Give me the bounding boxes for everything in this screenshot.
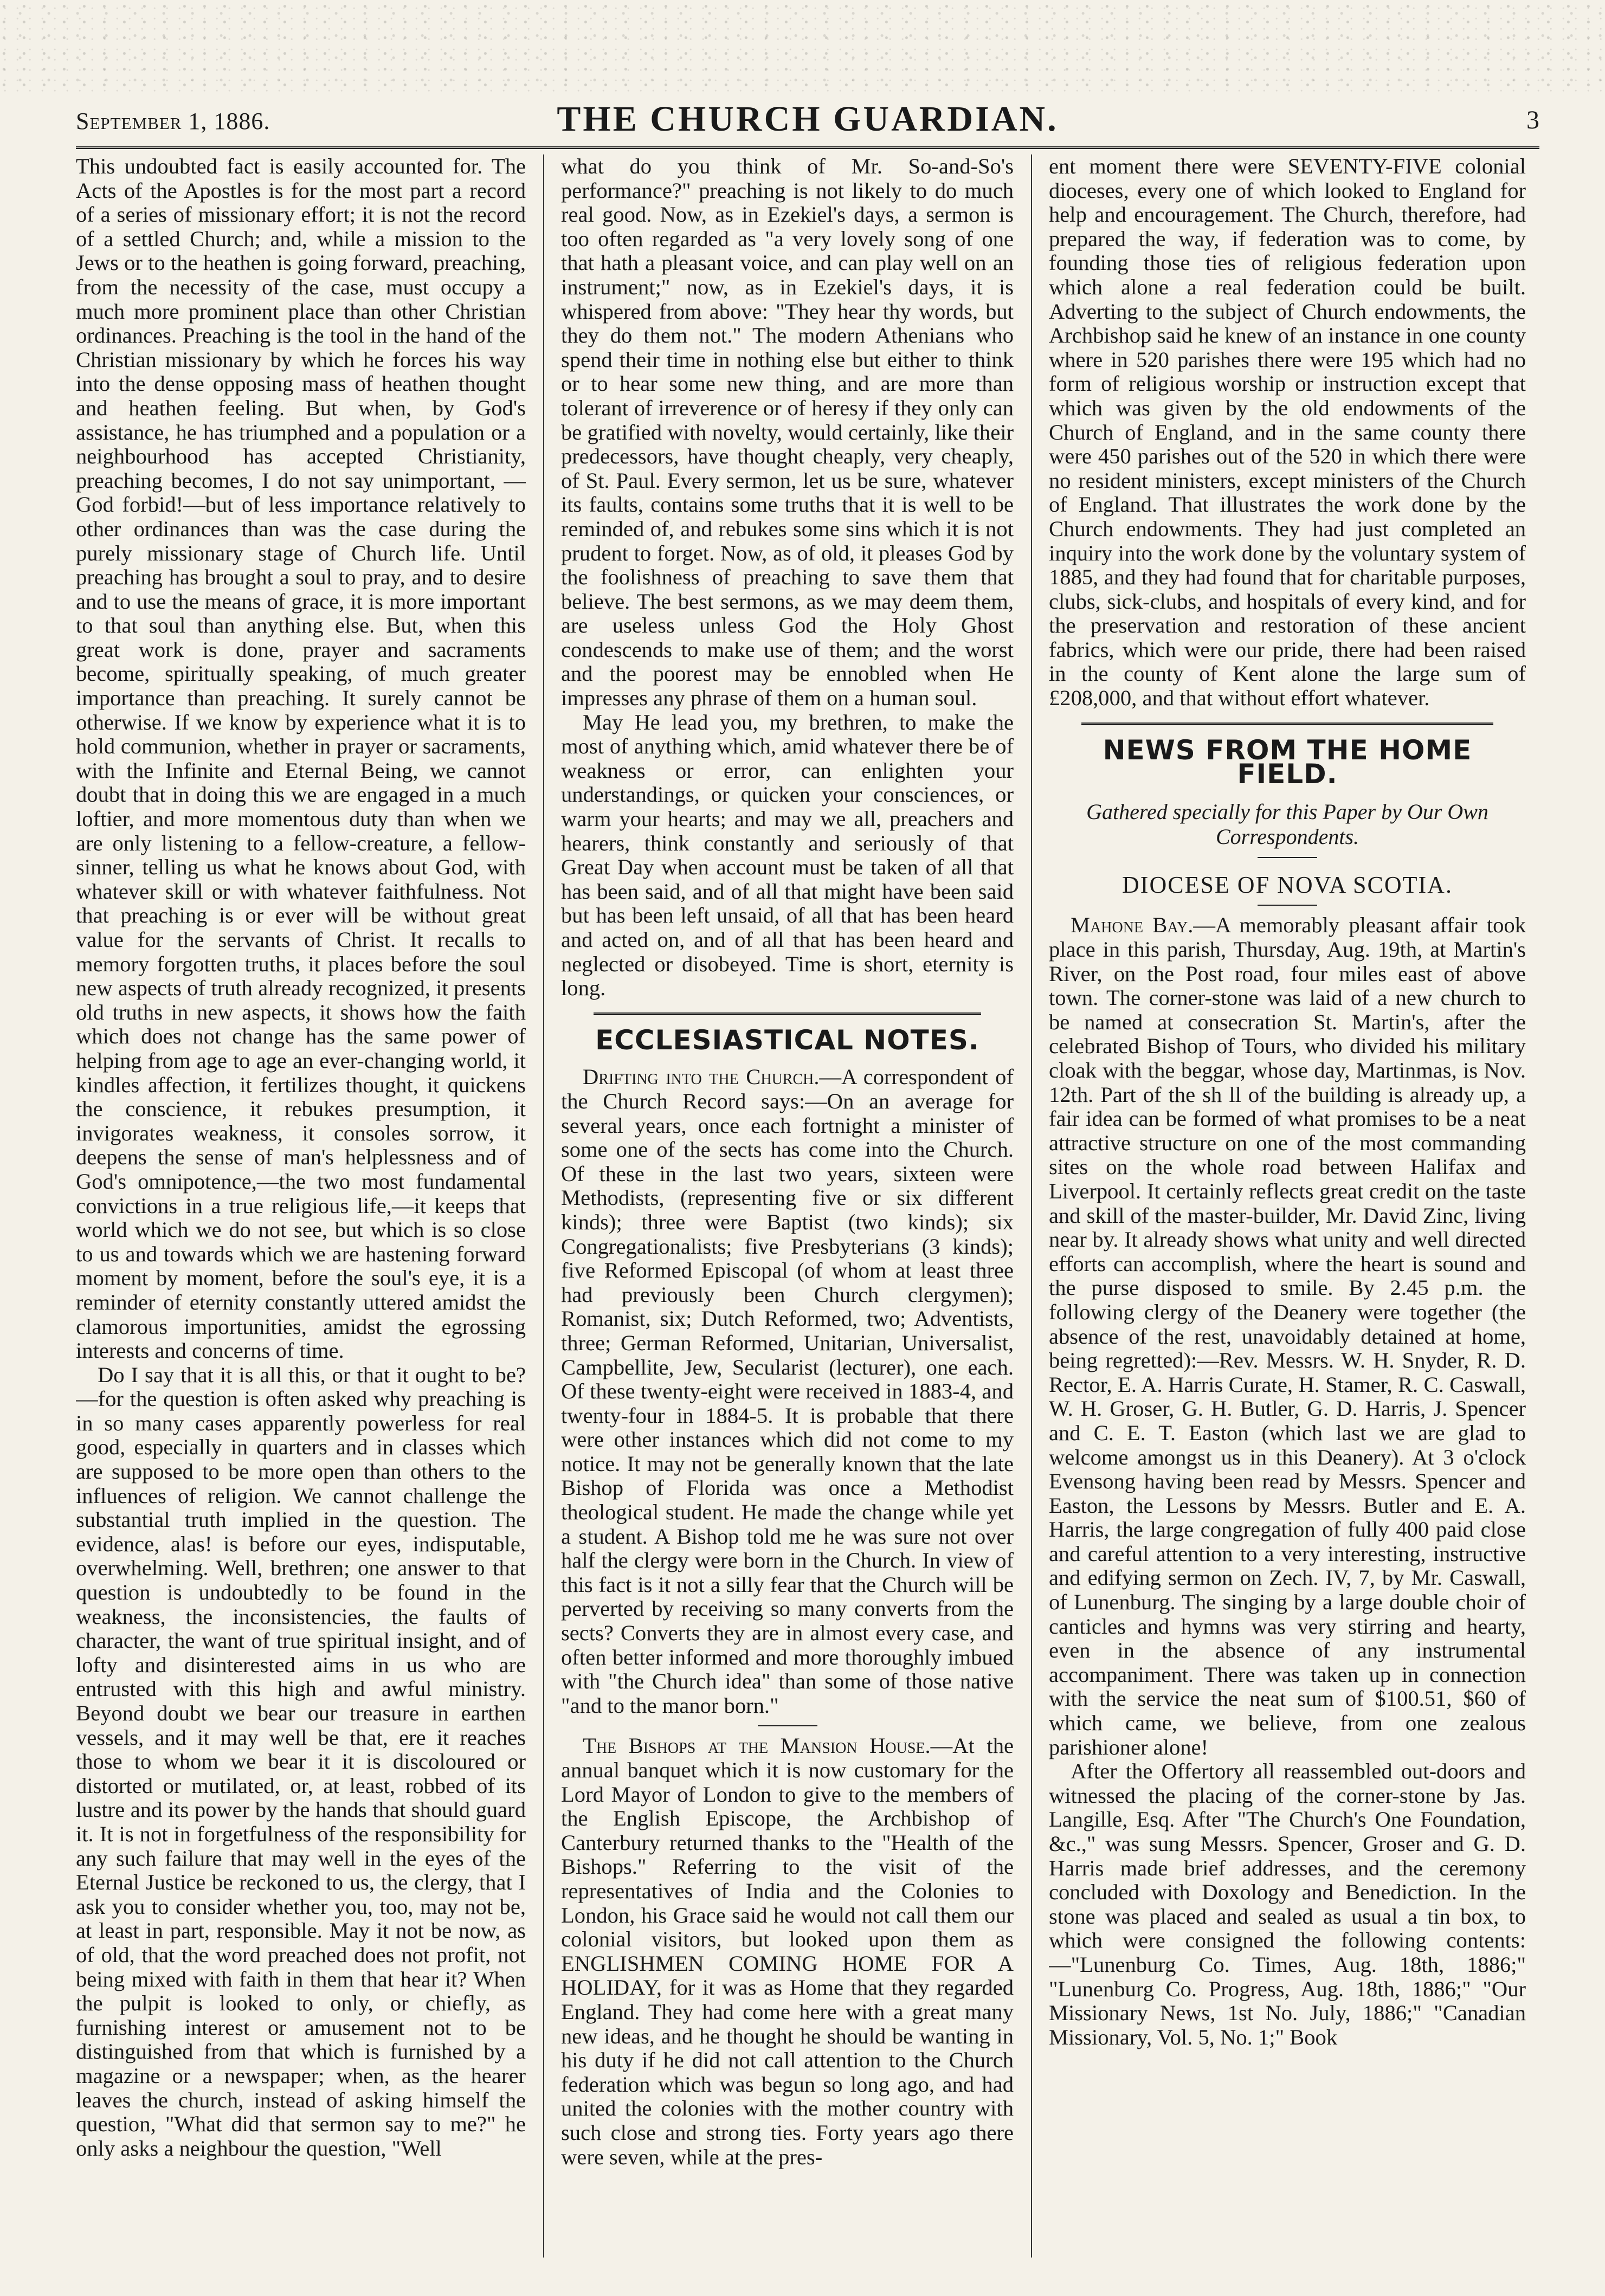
- paragraph-lead: Drifting into the Church.: [583, 1065, 820, 1089]
- section-subtitle: Gathered specially for this Paper by Our Own Correspondents.: [1086, 799, 1488, 849]
- divider: [1258, 857, 1317, 858]
- column-3: [1049, 154, 1526, 2258]
- column-rule: [543, 154, 544, 2258]
- divider: [758, 1725, 817, 1726]
- column-rule: [1031, 154, 1032, 2258]
- body-paragraph: This undoubted fact is easily accounted for. The Acts of the Apostles is for the most part a record of a series of missionary effort; it is not the record of a settled Church; and, while a mission to the Jews or to the heathen is going forward, preaching, from the necessity of the case, must occupy a much more prominent place than other Christian ordinances. Preaching is the tool in the hand of the Christian missionary by which he forces his way into the dense opposing mass of heathen thought and heathen feeling. But when, by God's assistance, he has triumphed and a population or a neighbourhood has accepted Christianity, preaching becomes, I do not say unimportant, —God forbid!—but of less importance relatively to other ordinances than was the case during the purely missionary stage of Church life. Until preaching has brought a soul to pray, and to desire and to use the means of grace, it is more important to that soul than anything else. But, when this great work is done, prayer and sacraments become, spiritually speaking, of much greater importance than preaching. It surely cannot be otherwise. If we know by experience what it is to hold communion, whether in prayer or sacraments, with the Infinite and Eternal Being, we cannot doubt that in doing this we are engaged in a much loftier, and more momentous duty than when we are only listening to a fellow-creature, a fellow-sinner, telling us what he knows about God, with whatever skill or with whatever faithfulness. Not that preaching is or ever will be without great value for the servants of Christ. It recalls to memory forgotten truths, it places before the soul new aspects of truth already recognized, it presents old truths in new aspects, it shows how the faith which does not change has the same power of helping from age to age an ever-changing world, it kindles affection, it fertilizes thought, it quickens the conscience, it rebukes presumption, it invigorates weakness, it consoles sorrow, it deepens the sense of man's helplessness and of God's omnipotence,—the two most fundamental convictions in a true religious life,—it keeps that world which we do not see, but which is so close to us and towards which we are hastening forward moment by moment, before the soul's eye, it is a reminder of eternity constantly uttered amidst the clamorous importunities, amidst the egrossing interests and concerns of time.: [76, 154, 526, 1363]
- section-divider: [1081, 723, 1493, 725]
- news-paragraph: After the Offertory all reassembled out-doors and witnessed the placing of the corner-stone by Jas. Langille, Esq. After "The Church's One Foundation, &c.," was sung Messrs. Spencer, Groser and G. D. Harris made brief addresses, and the ceremony concluded with Doxology and Benediction. In the stone was placed and sealed as usual a tin box, to which were consigned the following contents:—"Lunenburg Co. Times, Aug. 18th, 1886;" "Lunenburg Co. Progress, Aug. 18th, 1886;" "Our Missionary News, 1st No. July, 1886;" "Canadian Missionary, Vol. 5, No. 1;" Book: [1049, 1759, 1526, 2049]
- section-divider: [594, 1012, 981, 1015]
- paragraph-text: —A correspondent of the Church Record says:—On an average for several years, once each fortnight a minister of some one of the sects has come into the Church. Of these in the last two years, sixteen were Methodists, (representing five or six different kinds); three were Baptist (two kinds); six Congregationalists; five Presbyterians (3 kinds); five Reformed Episcopal (of whom at least three had previously been Church clergymen); Romanist, six; Dutch Reformed, two; Adventists, three; German Reformed, Unitarian, Universalist, Campbellite, Jew, Secularist (lecturer), one each. Of these twenty-eight were received in 1883-4, and twenty-four in 1884-5. It is probable that there were other instances which did not come to my notice. It may not be generally known that the late Bishop of Florida was once a Methodist theological student. He made the change while yet a student. A Bishop told me he was sure not over half the clergy were born in the Church. In view of this fact is it not a silly fear that the Church will be perverted by receiving so many converts from the sects? Converts they are in almost every case, and often better informed and more thoroughly imbued with "the Church idea" than some of those native "and to the manor born.": [561, 1065, 1014, 1718]
- body-paragraph: May He lead you, my brethren, to make the most of anything which, amid whatever there be of weakness or error, can enlighten your understandings, or quicken your consciences, or warm your hearts; and may we all, preachers and hearers, think constantly and seriously of that Great Day when account must be taken of all that has been said, and of all that might have been said but has been left unsaid, of all that has been heard and acted on, and of all that has been heard and neglected or disobeyed. Time is short, eternity is long.: [561, 710, 1014, 1001]
- news-paragraph: [1049, 913, 1526, 1759]
- section-heading: NEWS FROM THE HOME FIELD.: [1103, 734, 1472, 790]
- column-2: [561, 154, 1014, 2258]
- paragraph-text: —A memorably pleasant affair took place in this parish, Thursday, Aug. 19th, at Martin's River, on the Post road, four miles east of above town. The corner-stone was laid of a new church to be named at consecration St. Martin's, after the celebrated Bishop of Tours, who divided his military cloak with the beggar, whose day, Martinmas, is Nov. 12th. Part of the sh ll of the building is already up, a fair idea can be formed of what promises to be a neat attractive structure on one of the most commanding sites on the whole road between Halifax and Liverpool. It certainly reflects great credit on the taste and skill of the master-builder, Mr. David Zinc, living near by. It already shows what unity and well directed efforts can accomplish, where the heart is sound and the purse disposed to smile. By 2.45 p.m. the following clergy of the Deanery were together (the absence of the rest, unavoidably detained at home, being regretted):—Rev. Messrs. W. H. Snyder, R. D. Rector, E. A. Harris Curate, H. Stamer, R. C. Caswall, W. H. Groser, G. H. Butler, G. D. Harris, J. Spencer and C. E. T. Easton (which last we are glad to welcome amongst us in this Deanery). At 3 o'clock Evensong having been read by Messrs. Spencer and Easton, the Lessons by Messrs. Butler and E. A. Harris, the large congregation of fully 400 paid close and careful attention to a very interesting, instructive and edifying sermon on Zech. IV, 7, by Mr. Caswall, of Lunenburg. The singing by a large double choir of canticles and hymns was very stirring and hearty, even in the absence of any instrumental accompaniment. There was taken up in connection with the service the neat sum of $100.51, $60 of which came, we believe, from one zealous parishioner alone!: [1049, 913, 1526, 1759]
- paragraph-lead: The Bishops at the Mansion House.: [583, 1733, 931, 1758]
- divider: [1258, 905, 1317, 906]
- paragraph-text: —At the annual banquet which it is now customary for the Lord Mayor of London to give to the members of the English Episcope, the Archbishop of Canterbury returned thanks to the "Health of the Bishops." Referring to the visit of the representatives of India and the Colonies to London, his Grace said he would not call them our colonial visitors, but looked upon them as ENGLISHMEN COMING HOME FOR A HOLIDAY, for it was as Home that they regarded England. They had come here with a great many new ideas, and he thought he should be wanting in his duty if he did not call attention to the Church federation which was begun so long ago, and had united the colonies with the mother country with such close and strong ties. Forty years ago there were seven, while at the pres-: [561, 1733, 1014, 2169]
- column-1: [76, 154, 526, 2258]
- paper-title: THE CHURCH GUARDIAN.: [557, 99, 1059, 139]
- page-number: 3: [1526, 106, 1539, 134]
- news-paragraph: [561, 1065, 1014, 1718]
- paragraph-lead: Mahone Bay.: [1071, 913, 1194, 938]
- news-paragraph: [561, 1734, 1014, 2169]
- body-paragraph: Do I say that it is all this, or that it ought to be?—for the question is often asked why preaching is in so many cases apparently powerless for real good, especially in quarters and in classes which are supposed to be more open than others to the influences of religion. We cannot challenge the substantial truth implied in the question. The evidence, alas! is before our eyes, indisputable, overwhelming. Well, brethren; one answer to that question is undoubtedly to be found in the weakness, the inconsistencies, the faults of character, the want of true spiritual insight, and of lofty and disinterested aims in us who are entrusted with this high and awful ministry. Beyond doubt we bear our treasure in earthen vessels, and it may well be that, ere it reaches those to whom we bear it it is discoloured or distorted or mutilated, or, at least, robbed of its lustre and its power by the hands that should guard it. It is not in forgetfulness of the responsibility for any such failure that may well in the eyes of the Eternal Justice be reckoned to us, the clergy, that I ask you to consider whether you, too, may not be, at least in part, responsible. May it not be now, as of old, that the word preached does not profit, not being mixed with faith in them that hear it? When the pulpit is looked to only, or chiefly, as furnishing interest or amusement not to be distinguished from that which is furnished by a magazine or a newspaper; when, as the hearer leaves the church, instead of asking himself the question, "What did that sermon say to me?" he only asks a neighbour the question, "Well: [76, 1362, 526, 2160]
- issue-date: September 1, 1886.: [76, 108, 270, 134]
- print-noise: [0, 0, 1605, 92]
- diocese-heading: DIOCESE OF NOVA SCOTIA.: [1122, 871, 1453, 898]
- section-heading: ECCLESIASTICAL NOTES.: [595, 1024, 979, 1056]
- body-paragraph: ent moment there were SEVENTY-FIVE colonial dioceses, every one of which looked to England for help and encouragement. The Church, therefore, had prepared the way, if federation was to come, by founding those ties of religious federation upon which alone a real federation could be built. Adverting to the subject of Church endowments, the Archbishop said he knew of an instance in one county where in 520 parishes there were 195 which had no form of religious worship or instruction except that which was given by the old endowments of the Church of England, and in the same county there were 450 parishes out of the 520 in which there were no resident ministers, except ministers of the Church of England. That illustrates the work done by the Church endowments. They had just completed an inquiry into the work done by the voluntary system of 1885, and they had found that for charitable purposes, clubs, sick-clubs, and hospitals of every kind, and for the preservation and restoration of these ancient fabrics, which were our pride, there had been raised in the county of Kent alone the large sum of £208,000, and that without effort whatever.: [1049, 154, 1526, 711]
- masthead: [76, 98, 1539, 149]
- body-paragraph: what do you think of Mr. So-and-So's performance?" preaching is not likely to do much real good. Now, as in Ezekiel's days, a sermon is too often regarded as "a very lovely song of one that hath a pleasant voice, and can play well on an instrument;" now, as in Ezekiel's days, it is whispered from above: "They hear thy words, but they do them not." The modern Athenians who spend their time in nothing else but either to think or to hear some new thing, and are more than tolerant of irreverence or of heresy if they only can be gratified with novelty, would certainly, like their predecessors, have thought cheaply, very cheaply, of St. Paul. Every sermon, let us be sure, whatever its faults, contains some truths that it is well to be reminded of, and rebukes some sins which it is not prudent to forget. Now, as of old, it pleases God by the foolishness of preaching to save them that believe. The best sermons, as we may deem them, are useless unless God the Holy Ghost condescends to make use of them; and the worst and the poorest may be ennobled when He impresses any phrase of them on a human soul.: [561, 154, 1014, 711]
